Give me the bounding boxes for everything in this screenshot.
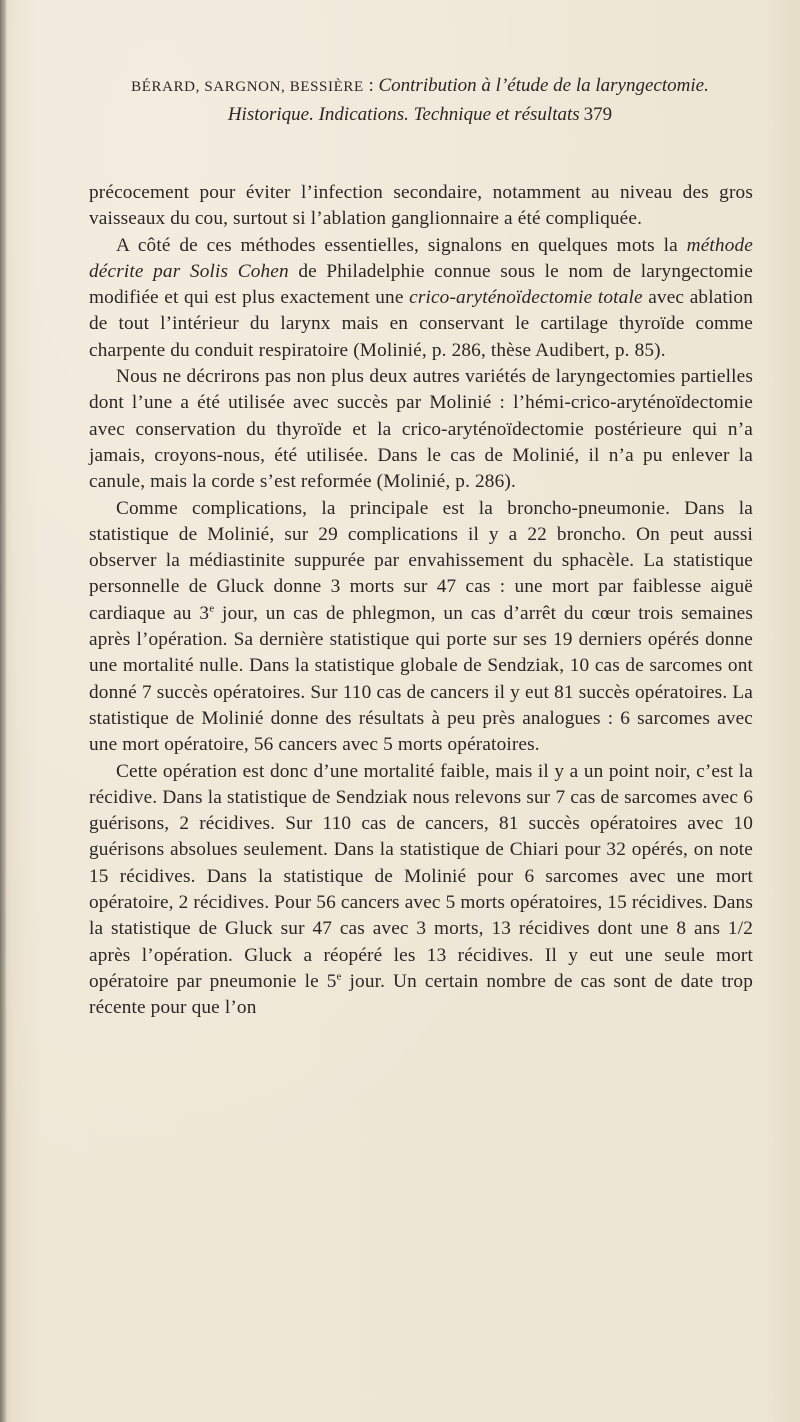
paragraph-4-text-a: Comme complications, la principale est la broncho-pneumonie. Dans la statistique de Molinié, sur 29 complications il y a 22 broncho. On peut aussi observer la médiastinite suppurée par envahissement du sphacèle. La statistique personnelle de Gluck donne 3 morts sur 47 cas : une mort par faiblesse aiguë cardiaque au 3 [89, 497, 753, 624]
header-separator: : [363, 75, 379, 96]
paragraph-5 [89, 759, 753, 1022]
paragraph-5-text-a: Cette opération est donc d’une mortalité faible, mais il y a un point noir, c’est la récidive. Dans la statistique de Sendziak nous relevons sur 7 cas de sarcomes avec 6 guérisons, 2 récidives. Sur 110 cas de cancers, 81 succès opératoires avec 10 guérisons absolues seulement. Dans la statistique de Chiari pour 32 opérés, on note 15 récidives. Dans la statistique de Molinié pour 6 sarcomes avec une mort opératoire, 2 récidives. Pour 56 cancers avec 5 morts opératoires, 15 récidives. Dans la statistique de Gluck sur 47 cas avec 3 morts, 13 récidives dont une 8 ans 1/2 après l’opération. Gluck a réopéré les 13 récidives. Il y eut une seule mort opératoire par pneumonie le 5 [89, 760, 753, 992]
paragraph-1: précocement pour éviter l’infection secondaire, notamment au niveau des gros vaisseaux du cou, surtout si l’ablation ganglionnaire a été compliquée. [89, 182, 753, 230]
paragraph-5-superscript: e [336, 970, 342, 983]
paragraph-2 [89, 233, 753, 364]
page-number: 379 [583, 104, 613, 125]
paragraph-2-text-a: A côté de ces méthodes essentielles, signalons en quelques mots la [116, 234, 687, 256]
header-title: Contribution à l’étude de la laryngectomie. Historique. Indications. Technique et résultats [227, 75, 709, 125]
paragraph-2-text-c: avec ablation de tout l’intérieur du larynx mais en conservant le cartilage thyroïde comme charpente du conduit respiratoire (Molinié, p. 286, thèse Audibert, p. 85). [89, 287, 754, 361]
header-authors: BÉRARD, SARGNON, BESSIÈRE [131, 79, 364, 95]
paragraph-4 [89, 496, 753, 759]
paragraph-4-text-b: jour, un cas de phlegmon, un cas d’arrêt du cœur trois semaines après l’opération. Sa dernière statistique qui porte sur ses 19 derniers opérés donne une mortalité nulle. Dans la statistique globale de Sendziak, 10 cas de sarcomes ont donné 7 succès opératoires. Sur 110 cas de cancers il y eut 81 succès opératoires. La statistique de Molinié donne des résultats à peu près analogues : 6 sarcomes avec une mort opératoire, 56 cancers avec 5 morts opératoires. [89, 602, 753, 756]
paragraph-5-text-b: jour. Un certain nombre de cas sont de date trop récente pour que l’on [89, 970, 753, 1019]
running-header [88, 72, 752, 128]
paragraph-3: Nous ne décrirons pas non plus deux autres variétés de laryngectomies partielles dont l’une a été utilisée avec succès par Molinié : l’hémi-crico-aryténoïdectomie avec conservation du thyroïde et la crico-aryténoïdectomie postérieure qui n’a jamais, croyons-nous, été utilisée. Dans le cas de Molinié, il n’a pu enlever la canule, mais la corde s’est reformée (Molinié, p. 286). [89, 366, 753, 493]
paragraph-2-italic-procedure: crico-aryténoïdectomie totale [409, 287, 643, 309]
page-binding-edge [0, 0, 7, 1422]
paragraph-2-text-b: de Philadelphie connue sous le nom de laryngectomie modifiée et qui est plus exactement une [89, 260, 753, 309]
body-text [89, 180, 753, 1022]
paragraph-2-italic-method: méthode décrite par Solis Cohen [89, 234, 753, 282]
paragraph-4-superscript: e [209, 602, 215, 615]
